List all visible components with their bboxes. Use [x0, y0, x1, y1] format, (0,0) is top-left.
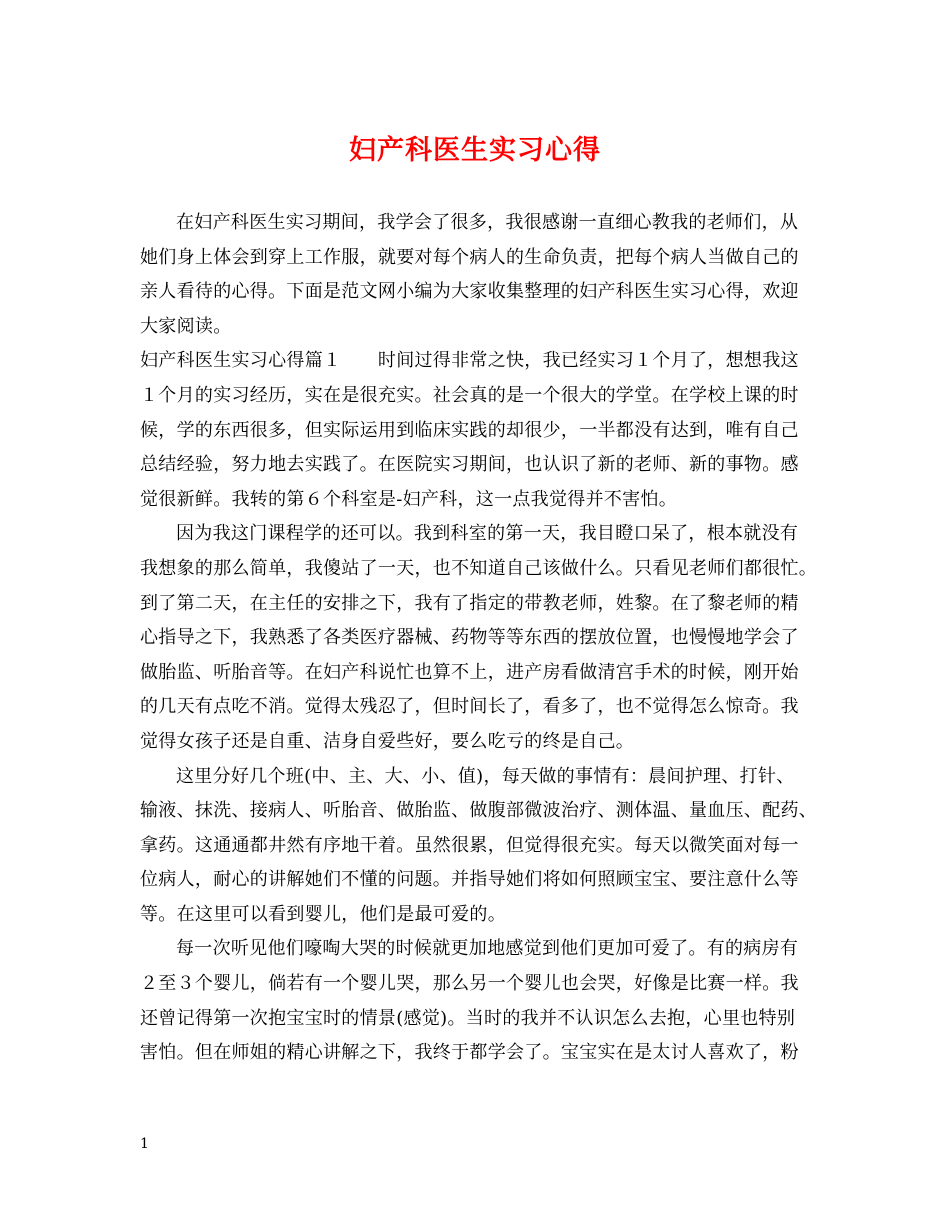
document-title: 妇产科医生实习心得 — [349, 135, 601, 166]
document-body — [140, 206, 830, 1071]
text-line: 心指导之下，我熟悉了各类医疗器械、药物等等东西的摆放位置，也慢慢地学会了 — [140, 627, 799, 649]
text-line: 觉很新鲜。我转的第６个科室是-妇产科，这一点我觉得并不害怕。 — [140, 488, 678, 510]
text-line: 拿药。这通通都井然有序地干着。虽然很累，但觉得很充实。每天以微笑面对每一 — [140, 834, 799, 856]
text-line: 每一次听见他们嚎啕大哭的时候就更加地感觉到他们更加可爱了。有的病房有 — [176, 938, 799, 960]
text-line: 妇产科医生实习心得篇１ 时间过得非常之快，我已经实习１个月了，想想我这 — [140, 350, 799, 372]
text-line: 位病人，耐心的讲解她们不懂的问题。并指导她们将如何照顾宝宝、要注意什么等 — [140, 869, 799, 891]
text-line: 候，学的东西很多，但实际运用到临床实践的却很少，一半都没有达到，唯有自己 — [140, 419, 799, 441]
text-line: 害怕。但在师姐的精心讲解之下，我终于都学会了。宝宝实在是太讨人喜欢了，粉 — [140, 1042, 799, 1064]
text-line: １个月的实习经历，实在是很充实。社会真的是一个很大的学堂。在学校上课的时 — [140, 384, 799, 406]
text-line: 因为我这门课程学的还可以。我到科室的第一天，我目瞪口呆了，根本就没有 — [176, 523, 799, 545]
text-line: ２至３个婴儿，倘若有一个婴儿哭，那么另一个婴儿也会哭，好像是比赛一样。我 — [140, 973, 799, 995]
text-line: 她们身上体会到穿上工作服，就要对每个病人的生命负责，把每个病人当做自己的 — [140, 246, 799, 268]
text-line: 做胎监、听胎音等。在妇产科说忙也算不上，进产房看做清宫手术的时候，刚开始 — [140, 661, 799, 683]
text-line: 亲人看待的心得。下面是范文网小编为大家收集整理的妇产科医生实习心得，欢迎 — [140, 281, 799, 303]
page-number: 1 — [140, 1136, 149, 1152]
text-line: 总结经验，努力地去实践了。在医院实习期间，也认识了新的老师、新的事物。感 — [140, 454, 799, 476]
text-line: 觉得女孩子还是自重、洁身自爱些好，要么吃亏的终是自己。 — [140, 730, 635, 752]
text-line: 大家阅读。 — [140, 315, 232, 337]
text-line: 我想象的那么简单，我傻站了一天，也不知道自己该做什么。只看见老师们都很忙。 — [140, 557, 818, 579]
text-line: 在妇产科医生实习期间，我学会了很多，我很感谢一直细心教我的老师们，从 — [176, 212, 799, 233]
text-line: 输液、抹洗、接病人、听胎音、做胎监、做腹部微波治疗、测体温、量血压、配药、 — [140, 800, 818, 822]
text-line: 这里分好几个班(中、主、大、小、值)，每天做的事情有：晨间护理、打针、 — [176, 765, 795, 787]
text-line: 的几天有点吃不消。觉得太残忍了，但时间长了，看多了，也不觉得怎么惊奇。我 — [140, 696, 799, 718]
text-line: 到了第二天，在主任的安排之下，我有了指定的带教老师，姓黎。在了黎老师的精 — [140, 592, 799, 614]
text-line: 还曾记得第一次抱宝宝时的情景(感觉)。当时的我并不认识怎么去抱，心里也特别 — [140, 1007, 796, 1029]
text-line: 等。在这里可以看到婴儿，他们是最可爱的。 — [140, 903, 506, 925]
